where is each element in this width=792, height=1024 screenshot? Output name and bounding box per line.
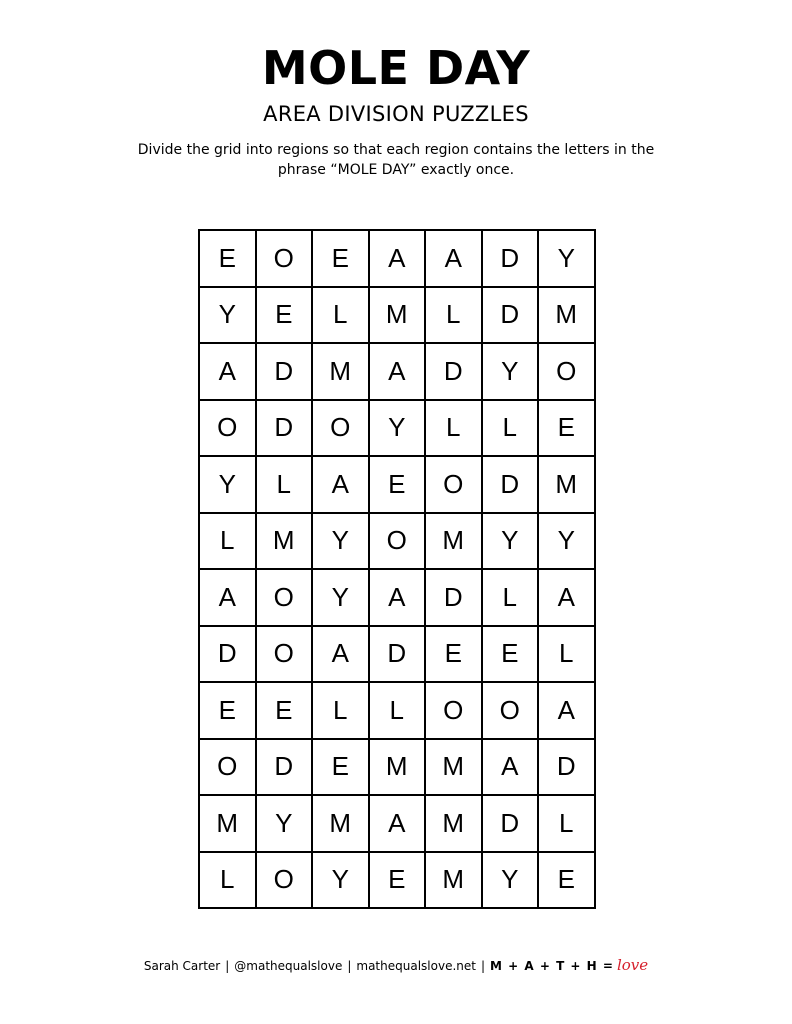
- grid-cell: L: [313, 683, 370, 740]
- grid-cell: L: [200, 853, 257, 910]
- footer-logo: M + A + T + H =: [490, 959, 614, 973]
- grid-cell: M: [313, 344, 370, 401]
- grid-cell: A: [426, 231, 483, 288]
- grid-cell: O: [257, 853, 314, 910]
- grid-cell: M: [313, 796, 370, 853]
- grid-cell: M: [539, 288, 596, 345]
- grid-cell: E: [370, 853, 427, 910]
- grid-cell: Y: [370, 401, 427, 458]
- grid-cell: D: [370, 627, 427, 684]
- grid-cell: A: [200, 570, 257, 627]
- grid-cell: A: [370, 344, 427, 401]
- grid-cell: O: [257, 231, 314, 288]
- grid-cell: D: [483, 457, 540, 514]
- grid-cell: O: [483, 683, 540, 740]
- footer-separator: |: [347, 959, 352, 973]
- grid-cell: Y: [483, 853, 540, 910]
- grid-cell: D: [483, 796, 540, 853]
- grid-cell: O: [426, 683, 483, 740]
- grid-cell: O: [200, 740, 257, 797]
- grid-cell: M: [200, 796, 257, 853]
- grid-cell: A: [313, 627, 370, 684]
- grid-cell: L: [426, 288, 483, 345]
- grid-cell: L: [257, 457, 314, 514]
- grid-cell: Y: [313, 853, 370, 910]
- grid-cell: D: [426, 570, 483, 627]
- grid-cell: M: [539, 457, 596, 514]
- page-title: MOLE DAY: [261, 41, 531, 95]
- grid-cell: D: [257, 344, 314, 401]
- footer-logo-love: love: [616, 956, 649, 974]
- grid-cell: L: [200, 514, 257, 571]
- footer-separator: |: [225, 959, 230, 973]
- grid-cell: L: [426, 401, 483, 458]
- grid-cell: L: [539, 627, 596, 684]
- grid-cell: Y: [257, 796, 314, 853]
- grid-cell: M: [426, 740, 483, 797]
- grid-cell: E: [539, 853, 596, 910]
- grid-cell: Y: [539, 514, 596, 571]
- grid-cell: M: [370, 740, 427, 797]
- grid-cell: O: [313, 401, 370, 458]
- grid-cell: A: [200, 344, 257, 401]
- instructions-line-1: Divide the grid into regions so that each region contains the letters in the: [137, 142, 655, 158]
- grid-cell: A: [370, 570, 427, 627]
- footer-handle: @mathequalslove: [234, 959, 343, 973]
- grid-cell: O: [370, 514, 427, 571]
- grid-cell: O: [426, 457, 483, 514]
- grid-cell: A: [370, 796, 427, 853]
- grid-cell: E: [257, 288, 314, 345]
- grid-cell: O: [200, 401, 257, 458]
- grid-cell: L: [483, 570, 540, 627]
- instructions-line-2: phrase “MOLE DAY” exactly once.: [277, 162, 515, 178]
- grid-cell: A: [370, 231, 427, 288]
- footer-site: mathequalslove.net: [356, 959, 476, 973]
- grid-cell: A: [483, 740, 540, 797]
- grid-cell: M: [426, 514, 483, 571]
- puzzle-grid: [198, 229, 596, 909]
- grid-cell: Y: [483, 344, 540, 401]
- grid-cell: O: [257, 570, 314, 627]
- grid-cell: E: [483, 627, 540, 684]
- grid-cell: E: [257, 683, 314, 740]
- grid-cell: M: [426, 796, 483, 853]
- grid-cell: E: [313, 231, 370, 288]
- grid-cell: Y: [539, 231, 596, 288]
- page-subtitle: AREA DIVISION PUZZLES: [263, 102, 529, 126]
- grid-cell: Y: [483, 514, 540, 571]
- grid-cell: M: [426, 853, 483, 910]
- grid-cell: E: [200, 231, 257, 288]
- grid-cell: Y: [313, 570, 370, 627]
- footer-author: Sarah Carter: [143, 959, 221, 973]
- grid-cell: Y: [200, 457, 257, 514]
- grid-cell: A: [313, 457, 370, 514]
- grid-cell: L: [370, 683, 427, 740]
- grid-cell: L: [483, 401, 540, 458]
- grid-cell: D: [483, 231, 540, 288]
- grid-cell: D: [426, 344, 483, 401]
- footer-separator: |: [480, 959, 486, 973]
- grid-cell: D: [200, 627, 257, 684]
- grid-cell: D: [257, 740, 314, 797]
- grid-cell: E: [539, 401, 596, 458]
- grid-cell: E: [370, 457, 427, 514]
- grid-cell: O: [539, 344, 596, 401]
- grid-cell: E: [200, 683, 257, 740]
- grid-cell: A: [539, 570, 596, 627]
- grid-cell: D: [539, 740, 596, 797]
- grid-cell: Y: [313, 514, 370, 571]
- footer: [0, 956, 792, 975]
- grid-cell: O: [257, 627, 314, 684]
- grid-cell: M: [257, 514, 314, 571]
- grid-cell: E: [426, 627, 483, 684]
- instructions: [120, 140, 672, 180]
- grid-cell: L: [539, 796, 596, 853]
- grid-cell: A: [539, 683, 596, 740]
- grid-cell: E: [313, 740, 370, 797]
- grid-cell: D: [483, 288, 540, 345]
- grid-cell: M: [370, 288, 427, 345]
- grid-cell: D: [257, 401, 314, 458]
- grid-cell: L: [313, 288, 370, 345]
- grid-cell: Y: [200, 288, 257, 345]
